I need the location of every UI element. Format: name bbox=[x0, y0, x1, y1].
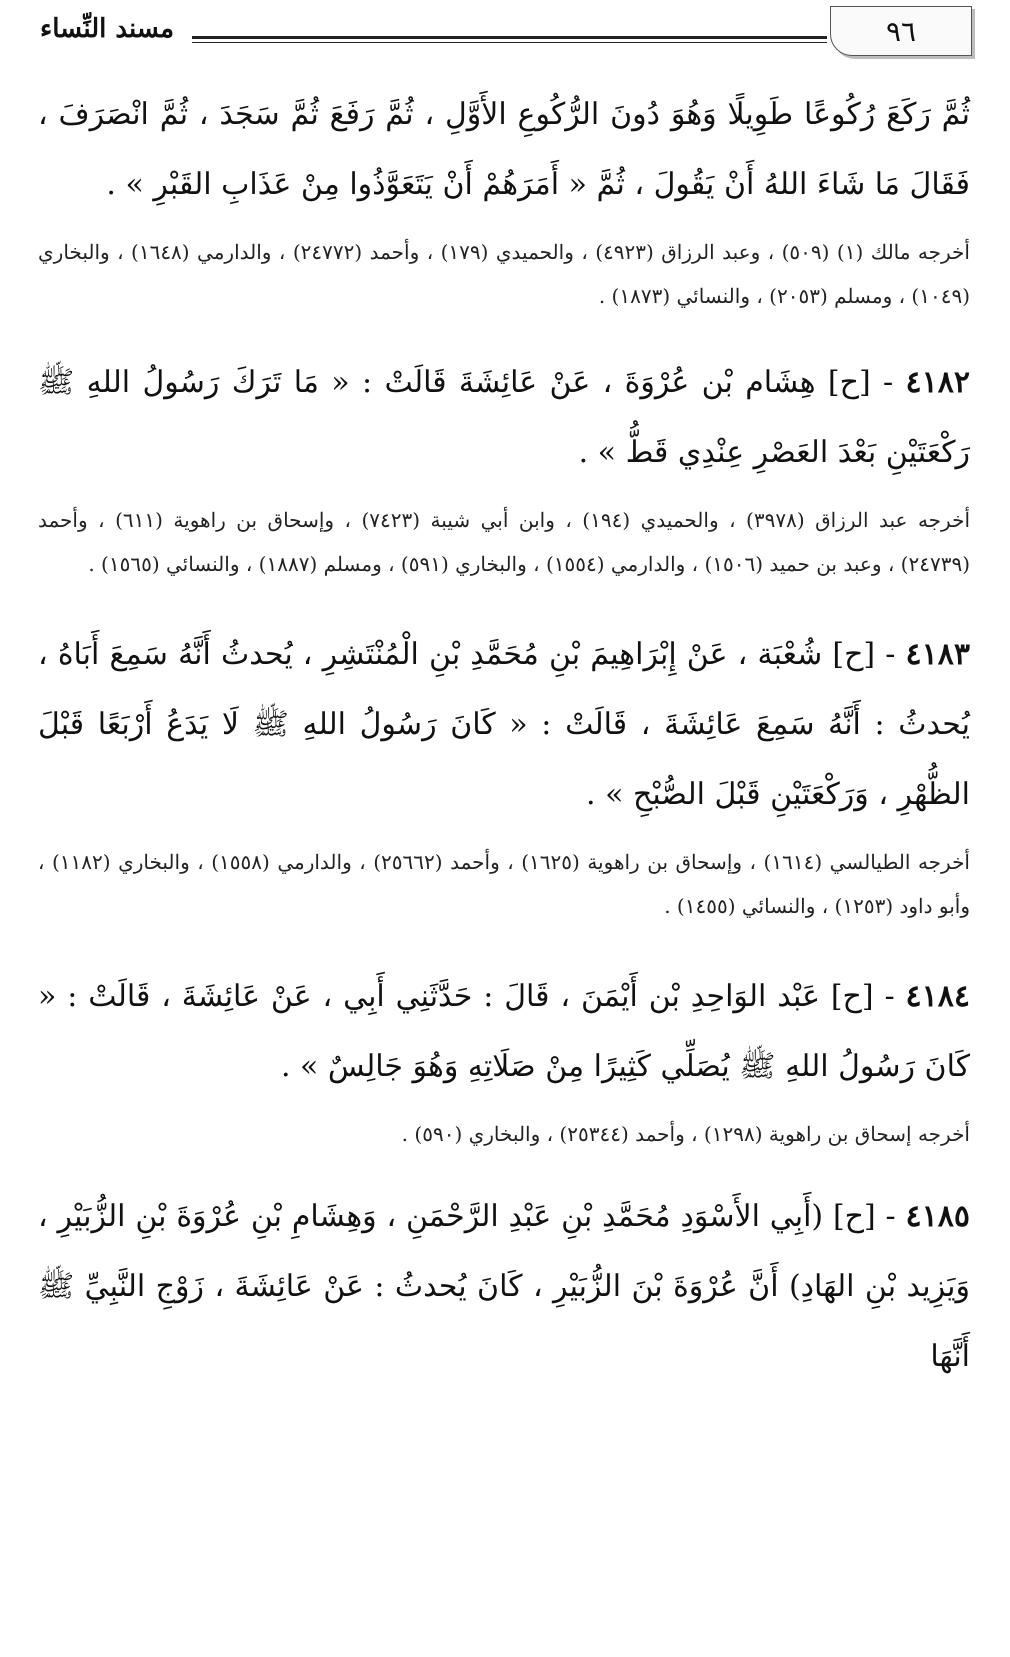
hadith-4183 bbox=[38, 620, 970, 928]
hadith-number: ٤١٨٤ bbox=[905, 979, 970, 1014]
hadith-number: ٤١٨٥ bbox=[905, 1199, 970, 1234]
page-content bbox=[38, 80, 970, 1392]
hadith-text: - [ح] عَبْد الوَاحِدِ بْن أَيْمَنَ ، قَالَ : حَدَّثَنِي أَبِي ، عَنْ عَائِشَةَ ، قَالَتْ : « كَانَ رَسُولُ اللهِ ﷺ يُصَلِّي كَثِيرًا مِنْ صَلَاتِهِ وَهُوَ جَالِسٌ » . bbox=[38, 979, 970, 1084]
hadith-text: - [ح] (أَبِي الأَسْوَدِ مُحَمَّدِ بْنِ عَبْدِ الرَّحْمَنِ ، وَهِشَامِ بْنِ عُرْوَةَ بْنِ الزُّبَيْرِ ، وَيَزِيد بْنِ الهَادِ) أَنَّ عُرْوَةَ بْنَ الزُّبَيْرِ ، كَانَ يُحدثُ : عَنْ عَائِشَةَ ، زَوْجِ النَّبِيِّ ﷺ أَنَّهَا bbox=[38, 1199, 970, 1374]
hadith-4182 bbox=[38, 348, 970, 586]
page-number: ٩٦ bbox=[830, 6, 972, 56]
hadith-takhrij: أخرجه إسحاق بن راهوية (١٢٩٨) ، وأحمد (٢٥٣٤٤) ، والبخاري (٥٩٠) . bbox=[401, 1122, 970, 1146]
hadith-text: - [ح] هِشَام بْن عُرْوَةَ ، عَنْ عَائِشَةَ قَالَتْ : « مَا تَرَكَ رَسُولُ اللهِ ﷺ رَكْعَتَيْنِ بَعْدَ العَصْرِ عِنْدِي قَطُّ » . bbox=[38, 365, 970, 470]
hadith-takhrij: أخرجه عبد الرزاق (٣٩٧٨) ، والحميدي (١٩٤) ، وابن أبي شيبة (٧٤٢٣) ، وإسحاق بن راهوية (٦١١) ، وأحمد (٢٤٧٣٩) ، وعبد بن حميد (١٥٠٦) ، والدارمي (١٥٥٤) ، والبخاري (٥٩١) ، ومسلم (١٨٨٧) ، والنسائي (١٥٦٥) . bbox=[38, 508, 971, 576]
hadith-number: ٤١٨٢ bbox=[905, 365, 970, 400]
hadith-text: - [ح] شُعْبَة ، عَنْ إِبْرَاهِيمَ بْنِ مُحَمَّدِ بْنِ الْمُنْتَشِرِ ، يُحدثُ أَنَّهُ سَمِعَ أَبَاهُ ، يُحدثُ : أَنَّهُ سَمِعَ عَائِشَةَ ، قَالَتْ : « كَانَ رَسُولُ اللهِ ﷺ لَا يَدَعُ أَرْبَعًا قَبْلَ الظُّهْرِ ، وَرَكْعَتَيْنِ قَبْلَ الصُّبْحِ » . bbox=[38, 637, 970, 812]
hadith-4185 bbox=[38, 1182, 970, 1392]
hadith-4184 bbox=[38, 962, 970, 1156]
continuation-text: ثُمَّ رَكَعَ رُكُوعًا طَوِيلًا وَهُوَ دُونَ الرُّكُوعِ الأَوَّلِ ، ثُمَّ رَفَعَ ثُمَّ سَجَدَ ، ثُمَّ انْصَرَفَ ، فَقَالَ مَا شَاءَ اللهُ أَنْ يَقُولَ ، ثُمَّ « أَمَرَهُمْ أَنْ يَتَعَوَّذُوا مِنْ عَذَابِ القَبْرِ » . bbox=[38, 97, 970, 202]
header-rule-thin bbox=[192, 42, 827, 43]
header-rule bbox=[192, 36, 827, 39]
continuation-takhrij: أخرجه مالك (١) (٥٠٩) ، وعبد الرزاق (٤٩٢٣) ، والحميدي (١٧٩) ، وأحمد (٢٤٧٧٢) ، والدارمي (١٦٤٨) ، والبخاري (١٠٤٩) ، ومسلم (٢٠٥٣) ، والنسائي (١٨٧٣) . bbox=[38, 240, 970, 308]
page-header bbox=[0, 0, 1010, 70]
hadith-number: ٤١٨٣ bbox=[905, 637, 970, 672]
hadith-takhrij: أخرجه الطيالسي (١٦١٤) ، وإسحاق بن راهوية (١٦٢٥) ، وأحمد (٢٥٦٦٢) ، والدارمي (١٥٥٨) ، والبخاري (١١٨٢) ، وأبو داود (١٢٥٣) ، والنسائي (١٤٥٥) . bbox=[38, 850, 970, 918]
running-title: مسند النِّساء bbox=[40, 14, 174, 44]
